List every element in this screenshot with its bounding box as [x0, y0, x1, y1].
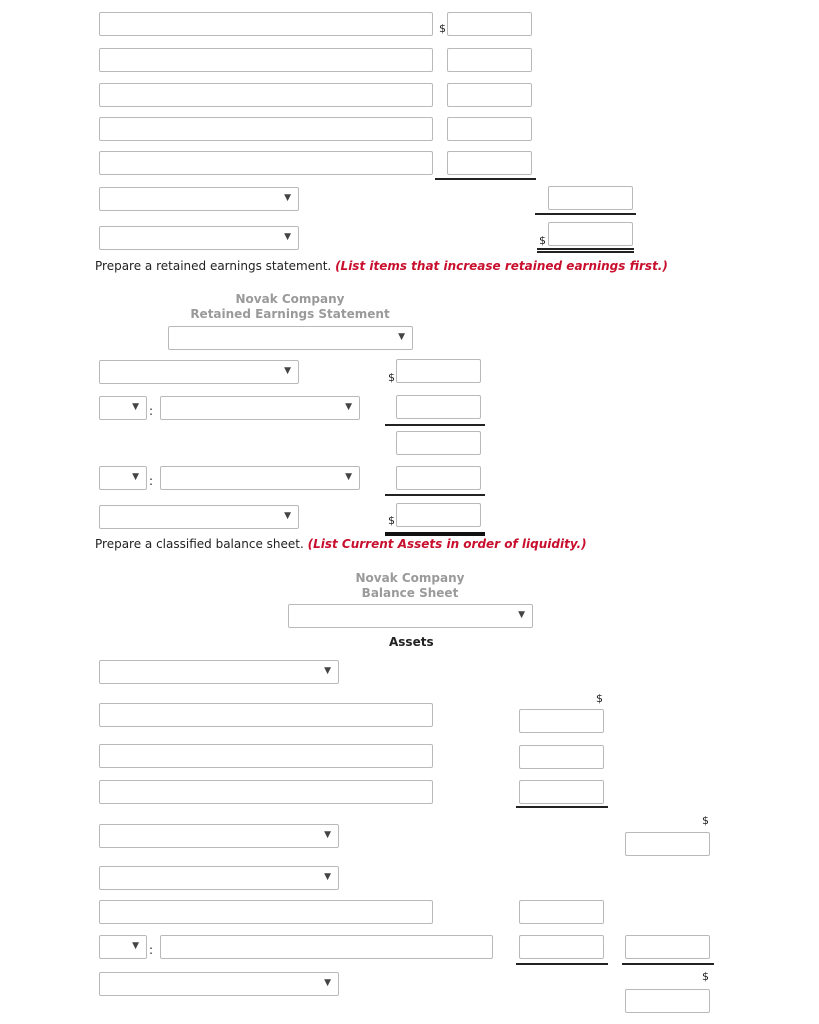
- subtotal-line: [516, 806, 608, 808]
- account-name-input[interactable]: [99, 744, 433, 768]
- line-item-select[interactable]: [99, 505, 299, 529]
- amount-input[interactable]: [447, 48, 532, 72]
- total-current-assets-input[interactable]: [625, 832, 710, 856]
- dollar-sign: $: [702, 814, 709, 827]
- line-item-select[interactable]: [99, 972, 339, 996]
- account-name-input[interactable]: [99, 780, 433, 804]
- statement-title: Retained Earnings Statement: [190, 307, 390, 321]
- subtotal-line: [435, 178, 536, 180]
- chevron-down-icon: ▼: [324, 666, 331, 676]
- dollar-sign: $: [539, 234, 546, 247]
- line-item-select[interactable]: [99, 360, 299, 384]
- amount-input[interactable]: [519, 709, 604, 733]
- chevron-down-icon: ▼: [132, 941, 139, 951]
- amount-input[interactable]: [519, 935, 604, 959]
- subtotal-input[interactable]: [396, 431, 481, 455]
- subtotal-line: [385, 494, 485, 496]
- account-name-input[interactable]: [99, 117, 433, 141]
- dollar-sign: $: [596, 692, 603, 705]
- dollar-sign: $: [702, 970, 709, 983]
- chevron-down-icon: ▼: [345, 472, 352, 482]
- line-item-select[interactable]: [99, 187, 299, 211]
- line-item-select[interactable]: [160, 396, 360, 420]
- add-less-select[interactable]: [99, 466, 147, 490]
- account-name-input[interactable]: [99, 151, 433, 175]
- chevron-down-icon: ▼: [132, 472, 139, 482]
- dollar-sign: $: [388, 371, 395, 384]
- line-item-select[interactable]: [160, 466, 360, 490]
- amount-input[interactable]: [447, 151, 532, 175]
- chevron-down-icon: ▼: [345, 402, 352, 412]
- total-input[interactable]: [625, 989, 710, 1013]
- chevron-down-icon: ▼: [324, 872, 331, 882]
- add-less-select[interactable]: [99, 935, 147, 959]
- double-underline: [537, 248, 634, 253]
- add-less-select[interactable]: [99, 396, 147, 420]
- account-name-input[interactable]: [99, 83, 433, 107]
- instruction-note: (List Current Assets in order of liquidity.): [307, 537, 587, 551]
- amount-input[interactable]: [396, 466, 481, 490]
- amount-input[interactable]: [396, 359, 481, 383]
- double-underline: [385, 532, 485, 536]
- chevron-down-icon: ▼: [284, 193, 291, 203]
- line-item-select[interactable]: [99, 824, 339, 848]
- subtotal-line: [516, 963, 608, 965]
- company-name: Novak Company: [355, 571, 465, 585]
- instruction-note: (List items that increase retained earnings first.): [335, 259, 668, 273]
- retained-earnings-instruction: Prepare a retained earnings statement. (List items that increase retained earnings first.): [95, 259, 668, 273]
- subtotal-line: [535, 213, 636, 215]
- balance-sheet-instruction: Prepare a classified balance sheet. (List Current Assets in order of liquidity.): [95, 537, 587, 551]
- dollar-sign: $: [388, 514, 395, 527]
- chevron-down-icon: ▼: [398, 332, 405, 342]
- colon: :: [149, 943, 154, 957]
- chevron-down-icon: ▼: [284, 232, 291, 242]
- amount-input[interactable]: [519, 900, 604, 924]
- line-item-select[interactable]: [99, 226, 299, 250]
- section-select[interactable]: [99, 866, 339, 890]
- account-name-input[interactable]: [99, 12, 433, 36]
- company-name: Novak Company: [235, 292, 345, 306]
- colon: :: [149, 404, 154, 418]
- total-input[interactable]: [548, 186, 633, 210]
- amount-input[interactable]: [625, 935, 710, 959]
- date-select[interactable]: [288, 604, 533, 628]
- amount-input[interactable]: [447, 12, 532, 36]
- account-name-input[interactable]: [99, 900, 433, 924]
- amount-input[interactable]: [519, 780, 604, 804]
- chevron-down-icon: ▼: [324, 978, 331, 988]
- subtotal-line: [385, 424, 485, 426]
- subtotal-line: [622, 963, 714, 965]
- amount-input[interactable]: [396, 395, 481, 419]
- colon: :: [149, 474, 154, 488]
- section-select[interactable]: [99, 660, 339, 684]
- amount-input[interactable]: [447, 83, 532, 107]
- ending-balance-input[interactable]: [396, 503, 481, 527]
- chevron-down-icon: ▼: [324, 830, 331, 840]
- chevron-down-icon: ▼: [284, 511, 291, 521]
- account-name-input[interactable]: [99, 48, 433, 72]
- dollar-sign: $: [439, 22, 446, 35]
- chevron-down-icon: ▼: [132, 402, 139, 412]
- statement-title: Balance Sheet: [361, 586, 459, 600]
- amount-input[interactable]: [519, 745, 604, 769]
- chevron-down-icon: ▼: [284, 366, 291, 376]
- net-income-input[interactable]: [548, 222, 633, 246]
- chevron-down-icon: ▼: [518, 610, 525, 620]
- account-name-input[interactable]: [160, 935, 493, 959]
- amount-input[interactable]: [447, 117, 532, 141]
- date-select[interactable]: [168, 326, 413, 350]
- account-name-input[interactable]: [99, 703, 433, 727]
- assets-heading: Assets: [389, 635, 434, 649]
